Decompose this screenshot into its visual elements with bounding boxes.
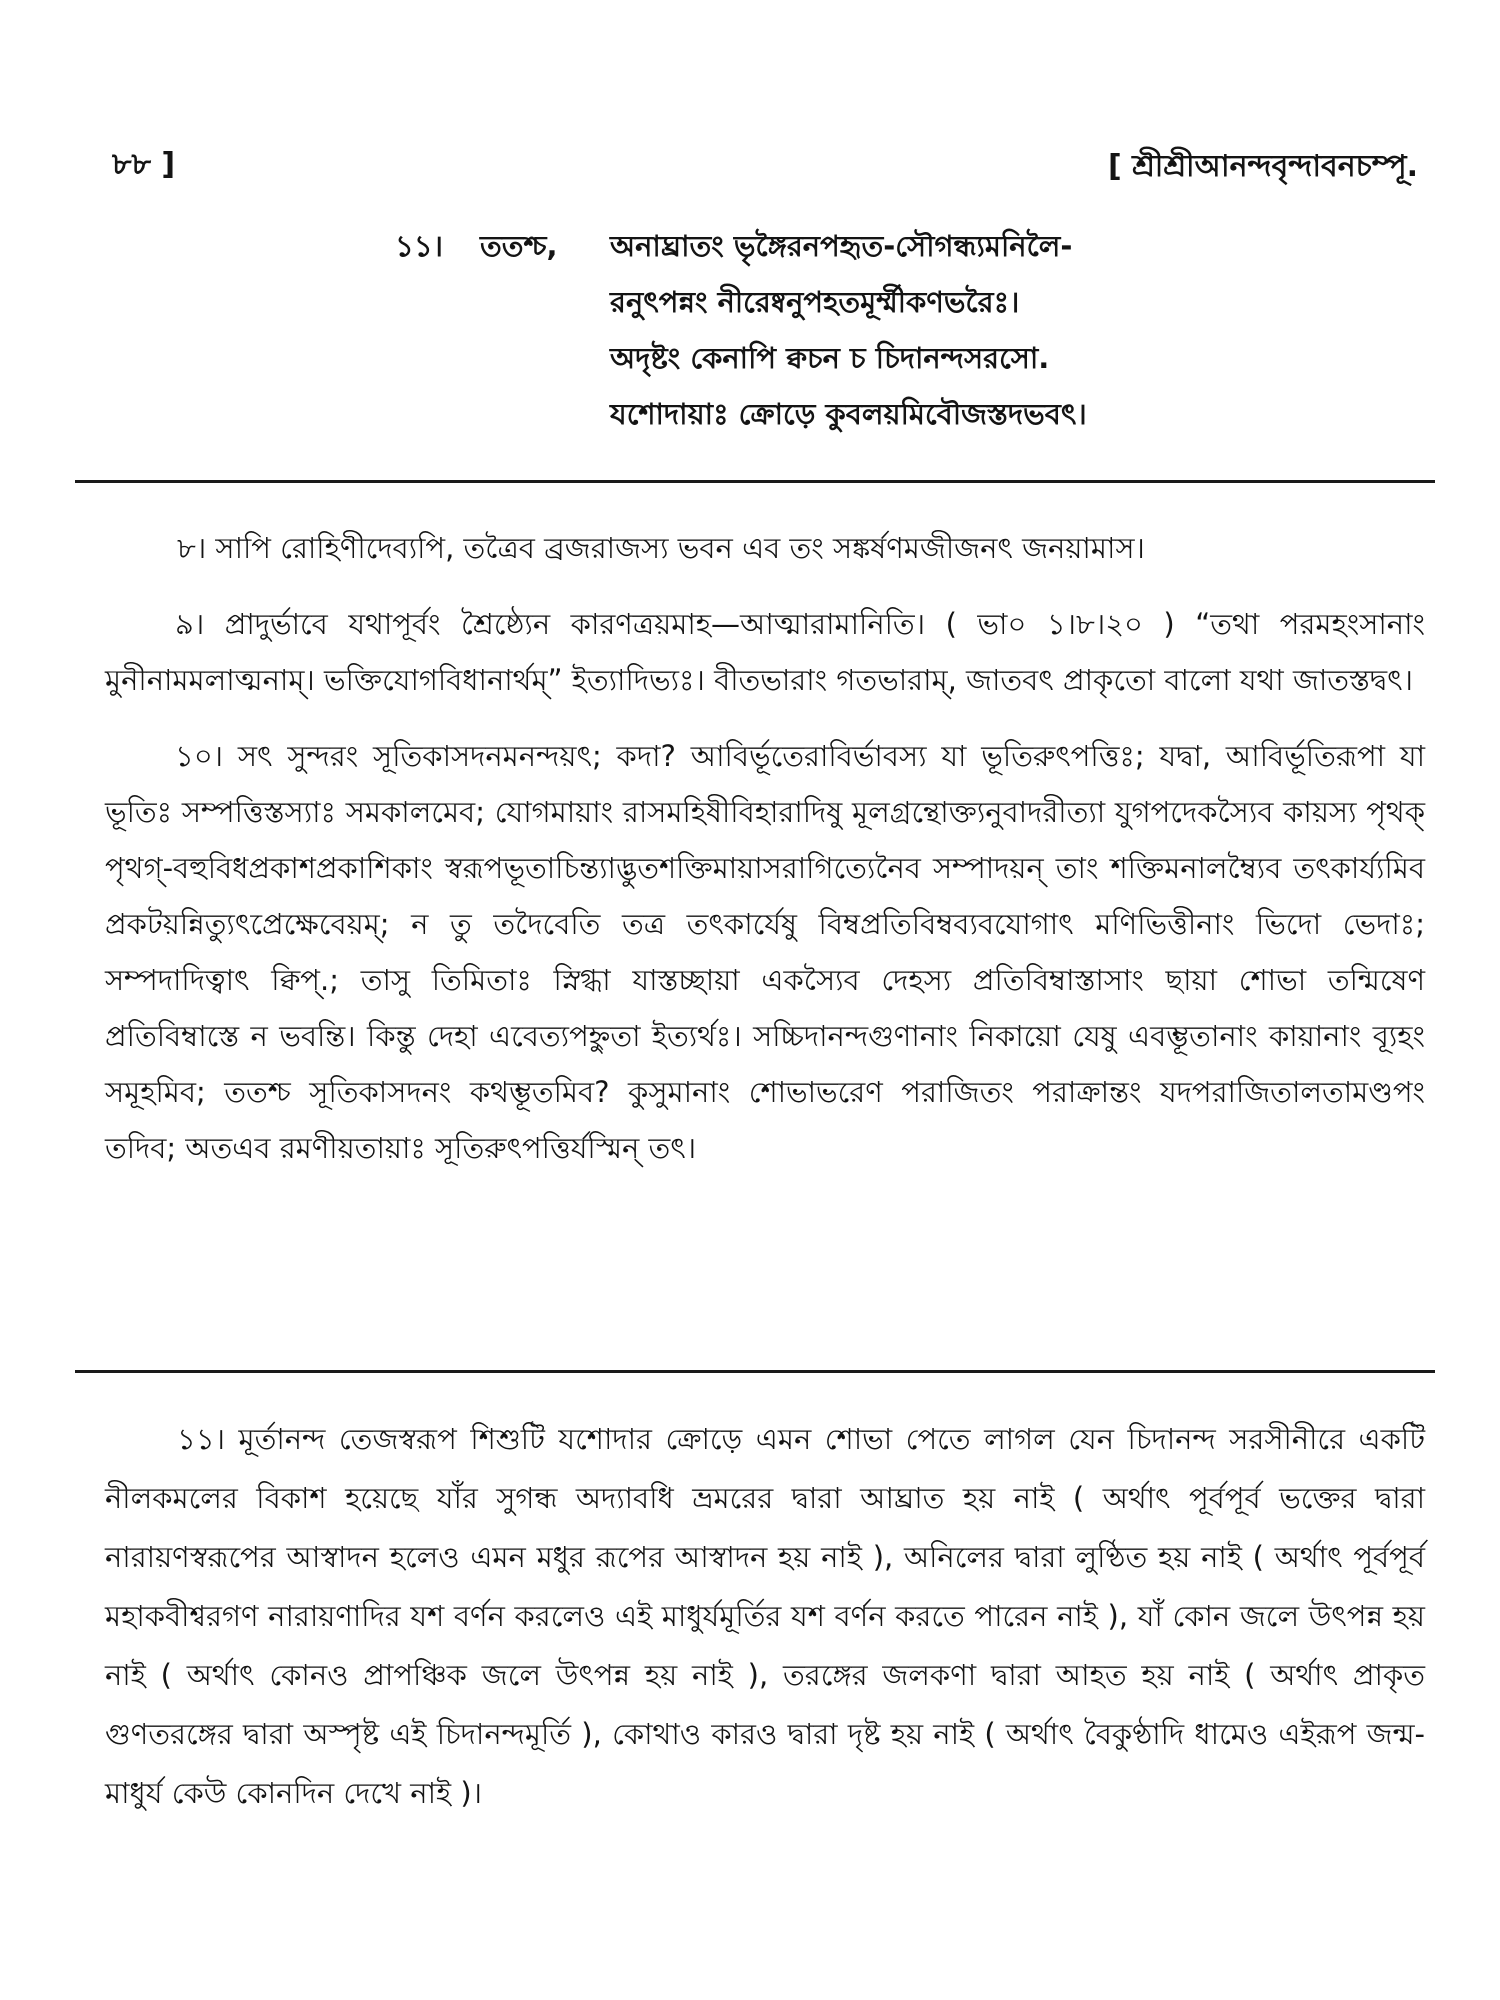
translation-paragraph: ১১। মূর্তানন্দ তেজস্বরূপ শিশুটি যশোদার ক্রোড়ে এমন শোভা পেতে লাগল যেন চিদানন্দ সরসীনীরে একটি নীলকমলের বিকাশ হয়েছে যাঁর সুগন্ধ অদ্যাবধি ভ্রমরের দ্বারা আঘ্রাত হয় নাই ( অর্থাৎ পূর্বপূর্ব ভক্তের দ্বারা নারায়ণস্বরূপের আস্বাদন হলেও এমন মধুর রূপের আস্বাদন হয় নাই ), অনিলের দ্বারা লুণ্ঠিত হয় নাই ( অর্থাৎ পূর্বপূর্ব মহাকবীশ্বরগণ নারায়ণাদির যশ বর্ণন করলেও এই মাধুর্যমূর্তির যশ বর্ণন করতে পারেন নাই ), যাঁ কোন জলে উৎপন্ন হয় নাই ( অর্থাৎ কোনও প্রাপঞ্চিক জলে উৎপন্ন হয় নাই ), তরঙ্গের জলকণা দ্বারা আহত হয় নাই ( অর্থাৎ প্রাকৃত গুণতরঙ্গের দ্বারা অস্পৃষ্ট এই চিদানন্দমূর্তি ), কোথাও কারও দ্বারা দৃষ্ট হয় নাই ( অর্থাৎ বৈকুণ্ঠাদি ধামেও এইরূপ জন্ম-মাধুর্য কেউ কোনদিন দেখে নাই )।	[105, 1422, 1425, 1810]
verse-line-text: অনাঘ্রাতং ভৃঙ্গৈরনপহৃত-সৌগন্ধ্যমনিলৈ-	[610, 229, 1073, 263]
commentary-paragraph: ১০। সৎ সুন্দরং সূতিকাসদনমনন্দয়ৎ; কদা? আবির্ভূতেরাবির্ভাবস্য যা ভূতিরুৎপত্তিঃ; যদ্বা, আবির্ভূতিরূপা যা ভূতিঃ সম্পত্তিস্তস্যাঃ সমকালমেব; যোগমায়াং রাসমহিষীবিহারাদিষু মূলগ্রন্থোক্ত্যনুবাদরীত্যা যুগপদেকস্যৈব কায়স্য পৃথক্ পৃথগ্-বহুবিধপ্রকাশপ্রকাশিকাং স্বরূপভূতাচিন্ত্যাদ্ভুতশক্তিমায়াসরাগিত্যেনৈব সম্পাদয়ন্ তাং শক্তিমনালম্ব্যৈব তৎকার্য্যমিব প্রকটয়ন্নিত্যুৎপ্রেক্ষেবেয়ম্; ন তু তদৈবেতি তত্র তৎকার্যেষু বিম্বপ্রতিবিম্বব্যবযোগাৎ মণিভিত্তীনাং ভিদো ভেদাঃ; সম্পদাদিত্বাৎ ক্বিপ্.; তাসু তিমিতাঃ স্নিগ্ধা যাস্তচ্ছায়া একস্যৈব দেহস্য প্রতিবিম্বাস্তাসাং ছায়া শোভা তন্মিষেণ প্রতিবিম্বাস্তে ন ভবন্তি। কিন্তু দেহা এবেত্যপহ্নুতা ইত্যর্থঃ। সচ্চিদানন্দগুণানাং নিকায়ো যেষু এবম্ভূতানাং কায়ানাং ব্যূহং সমূহমিব; ততশ্চ সূতিকাসদনং কথম্ভূতমিব? কুসুমানাং শোভাভরেণ পরাজিতং পরাক্রান্তং যদপরাজিতালতামণ্ডপং তদিব; অতএব রমণীয়তায়াঃ সূতিরুৎপত্তির্যস্মিন্ তৎ।	[105, 739, 1425, 1165]
page-number: ৮৮ ]	[112, 147, 176, 182]
verse-number: ১১।	[395, 229, 444, 263]
verse-block	[395, 218, 1435, 442]
commentary-block	[105, 520, 1425, 1196]
verse-line: যশোদায়াঃ ক্রোড়ে কুবলয়মিবৌজস্তদভবৎ।	[610, 397, 1087, 431]
verse-line	[395, 218, 1435, 274]
running-title: [ শ্রীশ্রীআনন্দবৃন্দাবনচম্পূ.	[1108, 149, 1418, 184]
translation-block	[105, 1410, 1425, 1823]
commentary-paragraph: ৮। সাপি রোহিণীদেব্যপি, তত্রৈব ব্রজরাজস্য ভবন এব তং সঙ্কর্ষণমজীজনৎ জনয়ামাস।	[177, 531, 1145, 565]
verse-lead: ততশ্চ,	[480, 229, 558, 263]
verse-line: অদৃষ্টং কেনাপি ক্বচন চ চিদানন্দসরসো.	[610, 341, 1050, 375]
divider-rule	[75, 1370, 1435, 1373]
verse-line: রনুৎপন্নং নীরেষ্বনুপহতমূর্ম্মীকণভরৈঃ।	[610, 285, 1020, 319]
divider-rule	[75, 480, 1435, 483]
commentary-paragraph: ৯। প্রাদুর্ভাবে যথাপূর্বং শ্রৈষ্ঠ্যেন কারণত্রয়মাহ—আত্মারামানিতি। ( ভা০ ১।৮।২০ ) “তথা পরমহংসানাং মুনীনামমলাত্মনাম্। ভক্তিযোগবিধানার্থম্” ইত্যাদিভ্যঃ। বীতভারাং গতভারাম্, জাতবৎ প্রাকৃতো বালো যথা জাতস্তদ্বৎ।	[105, 607, 1425, 697]
